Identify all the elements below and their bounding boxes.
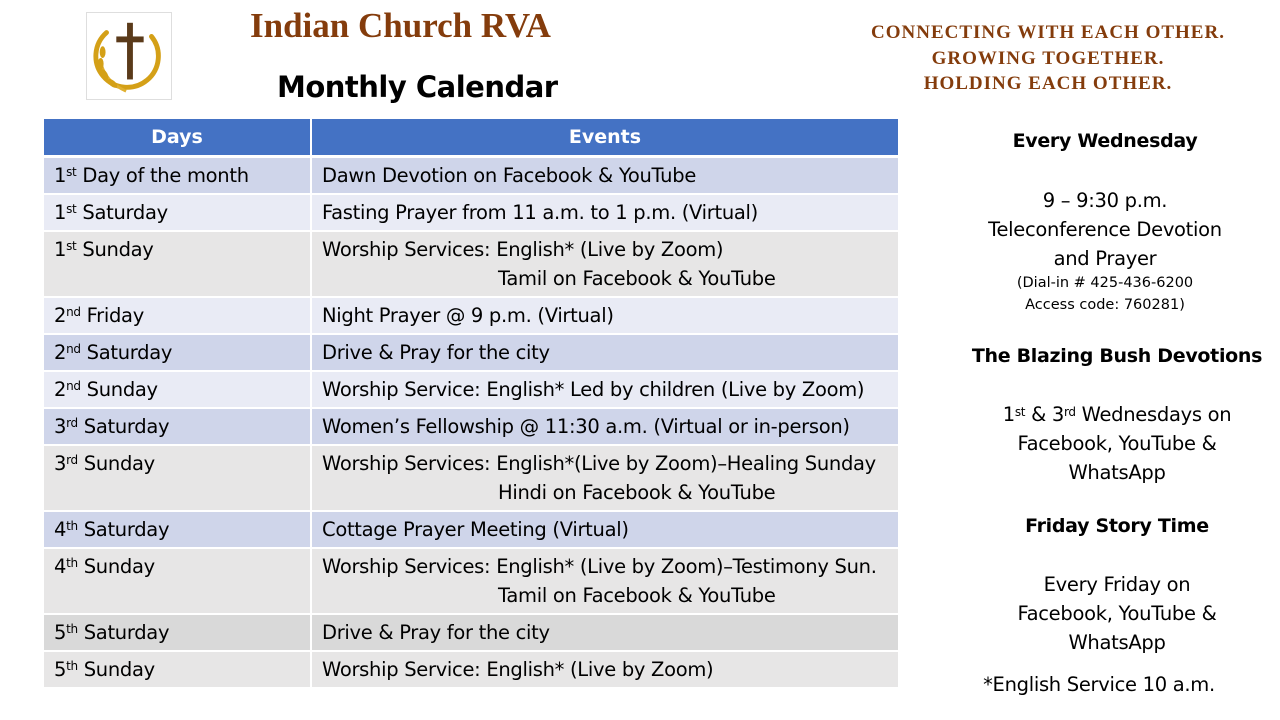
monthly-calendar-table	[44, 119, 898, 689]
english-service-note: *English Service 10 a.m.	[983, 673, 1215, 696]
friday-heading: Friday Story Time	[1025, 515, 1209, 537]
table-row	[44, 408, 898, 445]
table-row	[44, 157, 898, 194]
table-row	[44, 445, 898, 511]
table-row	[44, 511, 898, 548]
day-cell: 3rd Sunday	[44, 445, 311, 511]
day-cell: 5th Saturday	[44, 614, 311, 651]
access-code: Access code: 760281)	[1025, 297, 1185, 313]
church-name: Indian Church RVA	[250, 6, 551, 45]
friday-line: Facebook, YouTube &	[1017, 602, 1217, 625]
wednesday-heading: Every Wednesday	[1012, 130, 1198, 152]
day-cell: 2nd Sunday	[44, 371, 311, 408]
wednesday-line: and Prayer	[1053, 247, 1157, 270]
event-cell: Worship Services: English* (Live by Zoom) Tamil on Facebook & YouTube	[311, 231, 898, 297]
church-logo	[86, 12, 172, 100]
friday-line: WhatsApp	[1068, 631, 1166, 654]
friday-line: Every Friday on	[1043, 573, 1191, 596]
column-header-days: Days	[44, 119, 311, 157]
table-row	[44, 297, 898, 334]
table-row	[44, 231, 898, 297]
table-row	[44, 194, 898, 231]
day-cell: 2nd Friday	[44, 297, 311, 334]
blazing-heading: The Blazing Bush Devotions	[971, 345, 1263, 367]
dial-in-number: (Dial-in # 425-436-6200	[1016, 275, 1194, 291]
tagline-line: GROWING TOGETHER.	[931, 47, 1165, 69]
day-cell: 3rd Saturday	[44, 408, 311, 445]
event-cell: Worship Service: English* (Live by Zoom)	[311, 651, 898, 688]
column-header-events: Events	[311, 119, 898, 157]
day-cell: 4th Sunday	[44, 548, 311, 614]
event-cell: Drive & Pray for the city	[311, 334, 898, 371]
blazing-line: WhatsApp	[1068, 461, 1166, 484]
page-title: Monthly Calendar	[277, 70, 558, 104]
day-cell: 1st Sunday	[44, 231, 311, 297]
table-header-row	[44, 119, 898, 157]
event-cell: Worship Services: English* (Live by Zoom)–Testimony Sun. Tamil on Facebook & YouTube	[311, 548, 898, 614]
table-row	[44, 651, 898, 688]
event-cell: Women’s Fellowship @ 11:30 a.m. (Virtual or in-person)	[311, 408, 898, 445]
event-cell: Fasting Prayer from 11 a.m. to 1 p.m. (Virtual)	[311, 194, 898, 231]
day-cell: 4th Saturday	[44, 511, 311, 548]
table-row	[44, 614, 898, 651]
day-cell: 1st Day of the month	[44, 157, 311, 194]
blazing-line: Facebook, YouTube &	[1017, 432, 1217, 455]
wednesday-time: 9 – 9:30 p.m.	[1042, 189, 1168, 212]
tagline	[856, 20, 1240, 97]
tagline-line: CONNECTING WITH EACH OTHER.	[871, 22, 1225, 43]
wednesday-line: Teleconference Devotion	[988, 218, 1222, 241]
event-cell: Worship Service: English* Led by children (Live by Zoom)	[311, 371, 898, 408]
event-cell: Dawn Devotion on Facebook & YouTube	[311, 157, 898, 194]
day-cell: 2nd Saturday	[44, 334, 311, 371]
table-row	[44, 334, 898, 371]
event-cell: Night Prayer @ 9 p.m. (Virtual)	[311, 297, 898, 334]
table-row	[44, 371, 898, 408]
tagline-line: HOLDING EACH OTHER.	[923, 73, 1173, 94]
day-cell: 1st Saturday	[44, 194, 311, 231]
event-cell: Worship Services: English*(Live by Zoom)–Healing Sunday Hindi on Facebook & YouTube	[311, 445, 898, 511]
event-cell: Drive & Pray for the city	[311, 614, 898, 651]
cross-wheat-logo-icon	[87, 13, 171, 99]
table-row	[44, 548, 898, 614]
blazing-line: 1st & 3rd Wednesdays on	[1002, 403, 1232, 426]
day-cell: 5th Sunday	[44, 651, 311, 688]
event-cell: Cottage Prayer Meeting (Virtual)	[311, 511, 898, 548]
